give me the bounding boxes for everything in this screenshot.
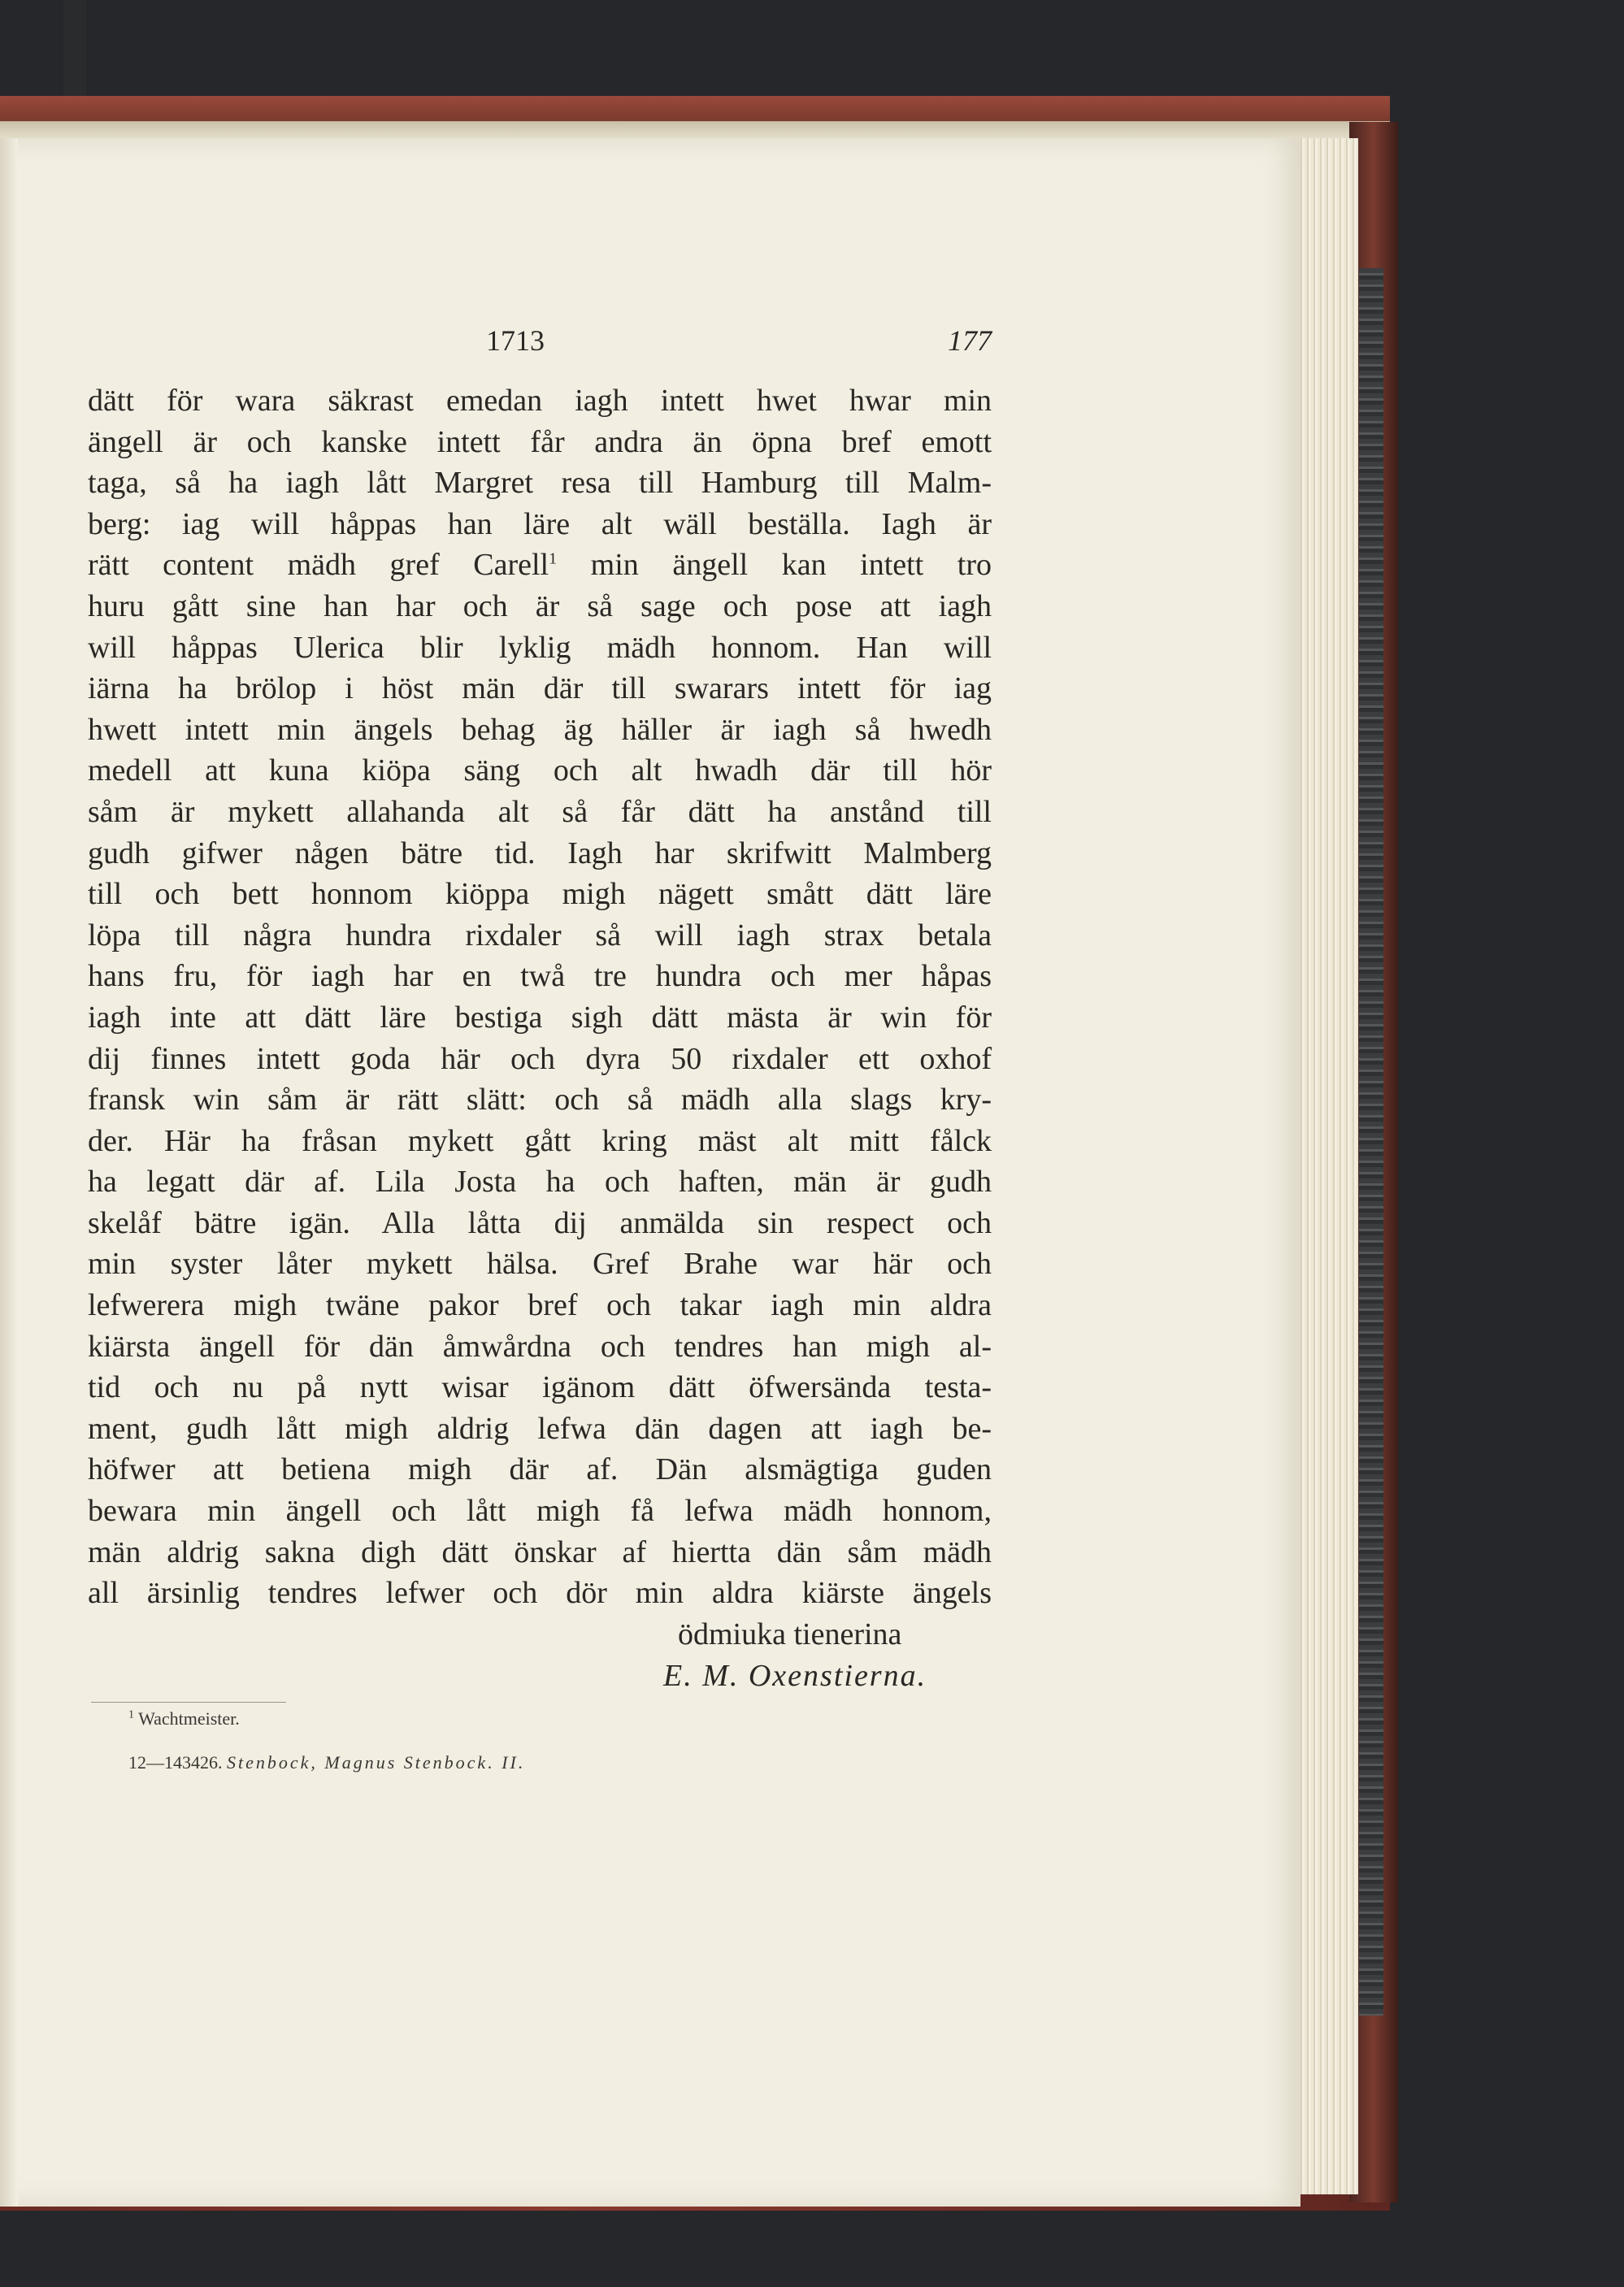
text-line: gudh gifwer någen bätre tid. Iagh har skrifwitt Malmberg (88, 835, 992, 870)
text-line: taga, så ha iagh lått Margret resa till Hamburg till Malm- (88, 466, 992, 501)
page-number: 177 (948, 324, 992, 357)
text-line: hwett intett min ängels behag äg häller är iagh så hwedh (88, 712, 992, 747)
text-line: löpa till några hundra rixdaler så will iagh strax betala (88, 918, 992, 953)
footnote-rule (91, 1702, 286, 1703)
text-line: skelåf bätre igän. Alla låtta dij anmälda sin respect och (88, 1205, 992, 1240)
text-line: fransk win såm är rätt slätt: och så mädh alla slags kry- (88, 1083, 992, 1117)
page-gutter (0, 138, 18, 2207)
book-top-edge (0, 96, 1390, 141)
text-line: såm är mykett allahanda alt så får dätt ha anstånd till (88, 794, 992, 829)
text-line: höfwer att betiena migh där af. Dän alsmägtiga guden (88, 1452, 992, 1487)
signature: E. M. Oxenstierna. (663, 1658, 927, 1693)
text-line: min syster låter mykett hälsa. Gref Brahe war här och (88, 1247, 992, 1282)
book-cover-marbled-strip (1359, 268, 1383, 2016)
running-header (88, 323, 992, 364)
text-line: lefwerera migh twäne pakor bref och takar iagh min aldra (88, 1288, 992, 1323)
letter-body (88, 380, 992, 1614)
closing-phrase: ödmiuka tienerina (678, 1617, 902, 1651)
text-fragment: rätt content mädh gref Carell (88, 548, 549, 583)
text-line-with-footnote (88, 545, 992, 586)
text-line: tid och nu på nytt wisar igänom dätt öfwersända testa- (88, 1370, 992, 1405)
running-head-year: 1713 (486, 324, 545, 357)
text-line: all ärsinlig tendres lefwer och dör min aldra kiärste ängels (88, 1576, 992, 1611)
text-line: bewara min ängell och lått migh få lefwa mädh honnom, (88, 1494, 992, 1529)
text-line: män aldrig sakna digh dätt önskar af hiertta dän såm mädh (88, 1534, 992, 1569)
text-line: kiärsta ängell för dän åmwårdna och tendres han migh al- (88, 1329, 992, 1364)
text-line: dätt för wara säkrast emedan iagh intett hwet hwar min (88, 384, 992, 418)
footnote (128, 1708, 240, 1729)
printer-signature-line (128, 1752, 525, 1773)
text-line: will håppas Ulerica blir lyklig mädh honnom. Han will (88, 630, 992, 665)
text-line: ängell är och kanske intett får andra än öpna bref emott (88, 424, 992, 459)
text-line: till och bett honnom kiöppa migh nägett smått dätt läre (88, 877, 992, 912)
text-line: ha legatt där af. Lila Josta ha och haften, män är gudh (88, 1165, 992, 1200)
book-title-reference: Stenbock, Magnus Stenbock. II. (227, 1752, 526, 1773)
text-line: huru gått sine han har och är så sage och pose att iagh (88, 588, 992, 623)
text-line: der. Här ha fråsan mykett gått kring mäst alt mitt fålck (88, 1123, 992, 1158)
letter-closing (88, 1614, 992, 1696)
text-line: dij finnes intett goda här och dyra 50 rixdaler ett oxhof (88, 1041, 992, 1076)
footnote-number: 1 (128, 1708, 134, 1721)
footnote-mark: 1 (549, 549, 558, 568)
text-line: iärna ha brölop i höst män där till swarars intett för iag (88, 671, 992, 706)
text-line: ment, gudh lått migh aldrig lefwa dän dagen att iagh be- (88, 1411, 992, 1446)
text-line: berg: iag will håppas han läre alt wäll beställa. Iagh är (88, 506, 992, 541)
text-line: iagh inte att dätt läre bestiga sigh dätt mästa är win för (88, 1000, 992, 1035)
printer-code: 12—143426. (128, 1752, 223, 1773)
text-line: medell att kuna kiöpa säng och alt hwadh där till hör (88, 753, 992, 788)
text-line: hans fru, för iagh har en twå tre hundra och mer håpas (88, 959, 992, 994)
text-fragment: min ängell kan intett tro (557, 548, 992, 583)
footnote-text: Wachtmeister. (138, 1708, 240, 1729)
